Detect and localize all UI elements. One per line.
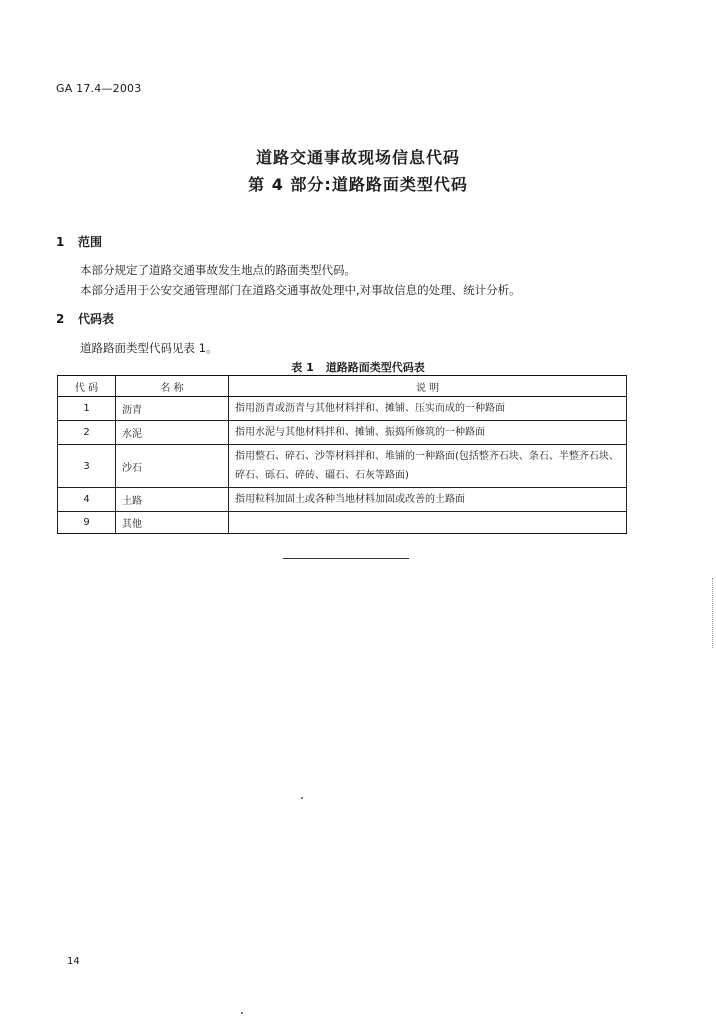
- table-row: [58, 488, 627, 512]
- header-name: 名 称: [116, 376, 229, 397]
- row-desc: 指用粒料加固土或各种当地材料加固或改善的土路面: [229, 488, 627, 512]
- section-number: 2: [56, 312, 65, 326]
- row-name: 水泥: [116, 421, 229, 445]
- table-row: [58, 397, 627, 421]
- end-rule: [283, 558, 409, 559]
- scan-edge-mark: [712, 578, 714, 648]
- scope-paragraph-1: 本部分规定了道路交通事故发生地点的路面类型代码。: [80, 263, 356, 277]
- document-subtitle: 第 4 部分:道路路面类型代码: [248, 175, 468, 194]
- section-title: 范围: [78, 235, 103, 249]
- scan-speck: [301, 797, 303, 799]
- document-title: 道路交通事故现场信息代码: [255, 148, 460, 167]
- table-header-row: [58, 376, 627, 397]
- table-row: [58, 445, 627, 488]
- scan-speck: [241, 1012, 243, 1014]
- row-desc: 指用沥青或沥青与其他材料拌和、摊铺、压实而成的一种路面: [229, 397, 627, 421]
- road-surface-code-table: [57, 375, 627, 534]
- header-code: 代 码: [58, 376, 116, 397]
- row-desc: 指用水泥与其他材料拌和、摊铺、振捣所修筑的一种路面: [229, 421, 627, 445]
- row-name: 土路: [116, 488, 229, 512]
- row-name: 沥青: [116, 397, 229, 421]
- standard-code: GA 17.4—2003: [56, 82, 142, 95]
- scope-paragraph-2: 本部分适用于公安交通管理部门在道路交通事故处理中,对事故信息的处理、统计分析。: [80, 283, 521, 297]
- section-2-heading: [56, 310, 114, 327]
- row-desc: 指用整石、碎石、沙等材料拌和、堆铺的一种路面(包括整齐石块、条石、半整齐石块、碎石、砾石、碎砖、礓石、石灰等路面): [229, 445, 627, 488]
- header-desc: 说 明: [229, 376, 627, 397]
- row-code: 3: [58, 445, 116, 488]
- section-number: 1: [56, 235, 65, 249]
- table-caption: [0, 359, 716, 375]
- code-table-intro: 道路路面类型代码见表 1。: [80, 341, 218, 355]
- section-1-heading: [56, 233, 102, 250]
- table-row: [58, 512, 627, 534]
- section-title: 代码表: [78, 312, 115, 326]
- row-code: 4: [58, 488, 116, 512]
- row-name: 其他: [116, 512, 229, 534]
- page-number: 14: [67, 956, 80, 967]
- table-caption-label: 表 1: [291, 361, 314, 374]
- row-name: 沙石: [116, 445, 229, 488]
- row-code: 1: [58, 397, 116, 421]
- row-code: 2: [58, 421, 116, 445]
- table-row: [58, 421, 627, 445]
- row-code: 9: [58, 512, 116, 534]
- row-desc: [229, 512, 627, 534]
- table-caption-title: 道路路面类型代码表: [325, 361, 425, 374]
